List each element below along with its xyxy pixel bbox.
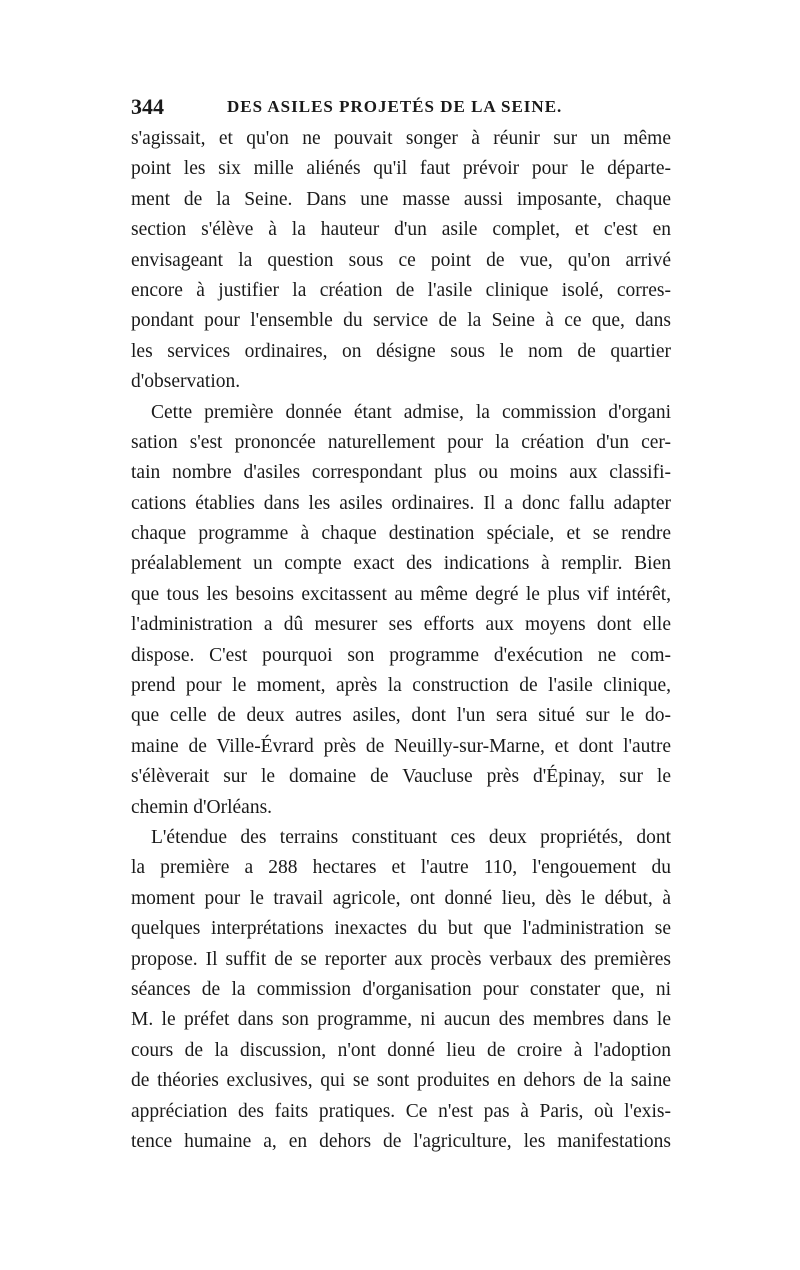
text-line: que celle de deux autres asiles, dont l'un sera situé sur le do-	[131, 705, 671, 727]
body-text	[131, 124, 671, 1157]
text-line: pondant pour l'ensemble du service de la Seine à ce que, dans	[131, 310, 671, 332]
text-line: l'administration a dû mesurer ses efforts aux moyens dont elle	[131, 614, 671, 636]
text-line: point les six mille aliénés qu'il faut prévoir pour le départe-	[131, 158, 671, 180]
text-line: prend pour le moment, après la construction de l'asile clinique,	[131, 675, 671, 697]
running-header	[131, 92, 671, 122]
text-line: sation s'est prononcée naturellement pour la création d'un cer-	[131, 431, 671, 453]
paragraph-first-line: L'étendue des terrains constituant ces deux propriétés, dont	[151, 826, 671, 848]
text-line: quelques interprétations inexactes du but que l'administration se	[131, 918, 671, 940]
text-line: moment pour le travail agricole, ont donné lieu, dès le début, à	[131, 887, 671, 909]
text-line: M. le préfet dans son programme, ni aucun des membres dans le	[131, 1009, 671, 1031]
text-line: les services ordinaires, on désigne sous le nom de quartier	[131, 340, 671, 362]
text-line: séances de la commission d'organisation pour constater que, ni	[131, 978, 671, 1000]
text-line: chaque programme à chaque destination spéciale, et se rendre	[131, 523, 671, 545]
text-line: de théories exclusives, qui se sont produites en dehors de la saine	[131, 1070, 671, 1092]
running-title: DES ASILES PROJETÉS DE LA SEINE.	[227, 97, 563, 116]
text-line: cours de la discussion, n'ont donné lieu de croire à l'adoption	[131, 1039, 671, 1061]
page-number: 344	[131, 94, 164, 119]
text-line: la première a 288 hectares et l'autre 110, l'engouement du	[131, 857, 671, 879]
text-line: section s'élève à la hauteur d'un asile complet, et c'est en	[131, 219, 671, 241]
text-line: encore à justifier la création de l'asile clinique isolé, corres-	[131, 279, 671, 301]
text-line: s'élèverait sur le domaine de Vaucluse près d'Épinay, sur le	[131, 766, 671, 788]
paragraph-end-line: d'observation.	[131, 371, 241, 393]
text-line: dispose. C'est pourquoi son programme d'exécution ne com-	[131, 644, 671, 666]
text-line: préalablement un compte exact des indications à remplir. Bien	[131, 553, 671, 575]
text-line: s'agissait, et qu'on ne pouvait songer à réunir sur un même	[131, 128, 671, 149]
paragraph-first-line: Cette première donnée étant admise, la commission d'organi	[151, 401, 671, 423]
text-line: appréciation des faits pratiques. Ce n'est pas à Paris, où l'exis-	[131, 1100, 671, 1122]
text-line: envisageant la question sous ce point de vue, qu'on arrivé	[131, 249, 671, 271]
text-line: tence humaine a, en dehors de l'agriculture, les manifestations	[131, 1130, 671, 1152]
text-line: maine de Ville-Évrard près de Neuilly-sur-Marne, et dont l'autre	[131, 735, 671, 757]
text-line: ment de la Seine. Dans une masse aussi imposante, chaque	[131, 188, 671, 210]
text-line: cations établies dans les asiles ordinaires. Il a donc fallu adapter	[131, 492, 671, 514]
paragraph-end-line: chemin d'Orléans.	[131, 796, 273, 818]
text-line: tain nombre d'asiles correspondant plus ou moins aux classifi-	[131, 462, 671, 484]
text-line: propose. Il suffit de se reporter aux procès verbaux des premières	[131, 948, 671, 970]
text-line: que tous les besoins excitassent au même degré le plus vif intérêt,	[131, 583, 671, 605]
